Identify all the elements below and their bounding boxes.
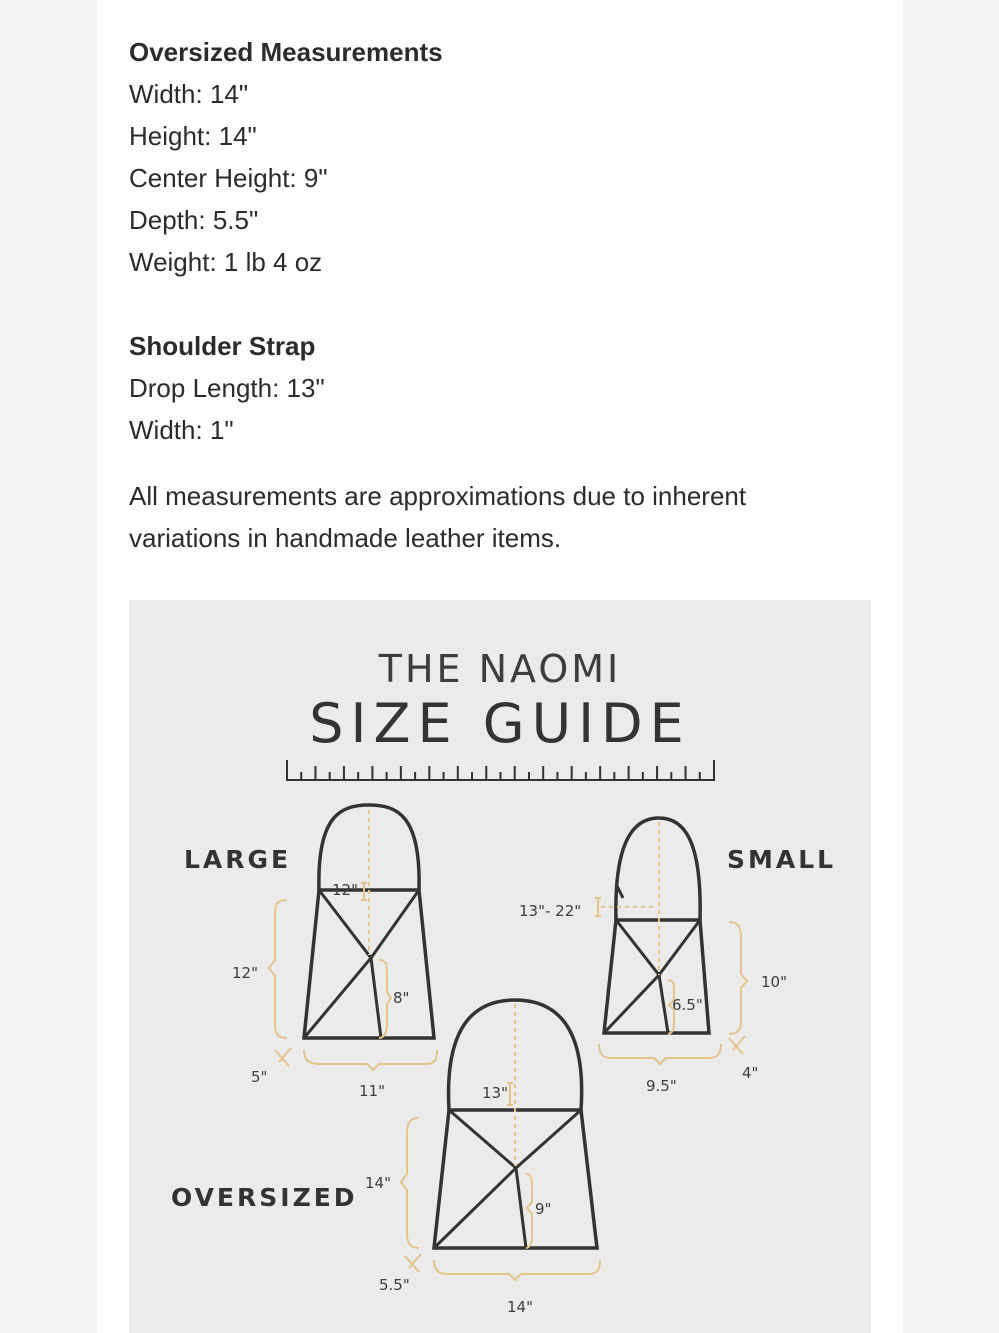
oversized-depth-measure: 5.5": [379, 1276, 410, 1294]
size-guide-image: [129, 600, 871, 1333]
small-center-measure: 6.5": [672, 996, 703, 1014]
large-bag: [184, 805, 437, 1100]
large-width-measure: 11": [359, 1082, 385, 1100]
oversized-measurements-section: [129, 31, 443, 283]
small-fold-lines: [604, 920, 700, 1033]
oversized-body-outline: [434, 1110, 597, 1248]
oversized-label: OVERSIZED: [171, 1183, 358, 1212]
oversized-strap-measure: 13": [482, 1084, 508, 1102]
oversized-measure-lines: [401, 1004, 600, 1280]
small-bag: [519, 818, 836, 1095]
strap-width: Width: 1": [129, 415, 234, 445]
guide-title-main: SIZE GUIDE: [309, 692, 691, 755]
disclaimer-line-1: All measurements are approximations due to inherent: [129, 481, 747, 511]
size-guide-graphic: [129, 600, 871, 1333]
large-strap-measure: 12": [332, 881, 358, 899]
oversized-height-measure: 14": [365, 1174, 391, 1192]
oversized-width: Width: 14": [129, 79, 249, 109]
oversized-bag: [171, 1000, 600, 1316]
oversized-height: Height: 14": [129, 121, 257, 151]
small-measure-lines: [595, 822, 747, 1064]
shoulder-strap-heading: Shoulder Strap: [129, 331, 316, 361]
small-width-measure: 9.5": [646, 1077, 677, 1095]
large-depth-measure: 5": [251, 1068, 268, 1086]
oversized-measurements-heading: Oversized Measurements: [129, 37, 443, 67]
small-strap-measure: 13"- 22": [519, 902, 582, 920]
product-details-panel: [97, 0, 903, 1333]
large-height-measure: 12": [232, 964, 258, 982]
oversized-center-height: Center Height: 9": [129, 163, 328, 193]
oversized-fold-lines: [434, 1110, 581, 1248]
small-depth-measure: 4": [742, 1064, 759, 1082]
large-measure-lines: [269, 810, 437, 1070]
disclaimer-line-2: variations in handmade leather items.: [129, 523, 562, 553]
ruler-graphic: [287, 760, 714, 780]
large-fold-lines: [304, 890, 419, 1038]
large-label: LARGE: [184, 845, 292, 874]
guide-title-top: THE NAOMI: [378, 647, 622, 691]
oversized-depth: Depth: 5.5": [129, 205, 259, 235]
measurement-disclaimer: [129, 475, 829, 559]
oversized-width-measure: 14": [507, 1298, 533, 1316]
oversized-weight: Weight: 1 lb 4 oz: [129, 247, 323, 277]
strap-drop-length: Drop Length: 13": [129, 373, 325, 403]
shoulder-strap-section: [129, 325, 325, 451]
oversized-center-measure: 9": [535, 1200, 552, 1218]
small-height-measure: 10": [761, 973, 787, 991]
small-label: SMALL: [727, 845, 837, 874]
large-center-measure: 8": [393, 989, 410, 1007]
